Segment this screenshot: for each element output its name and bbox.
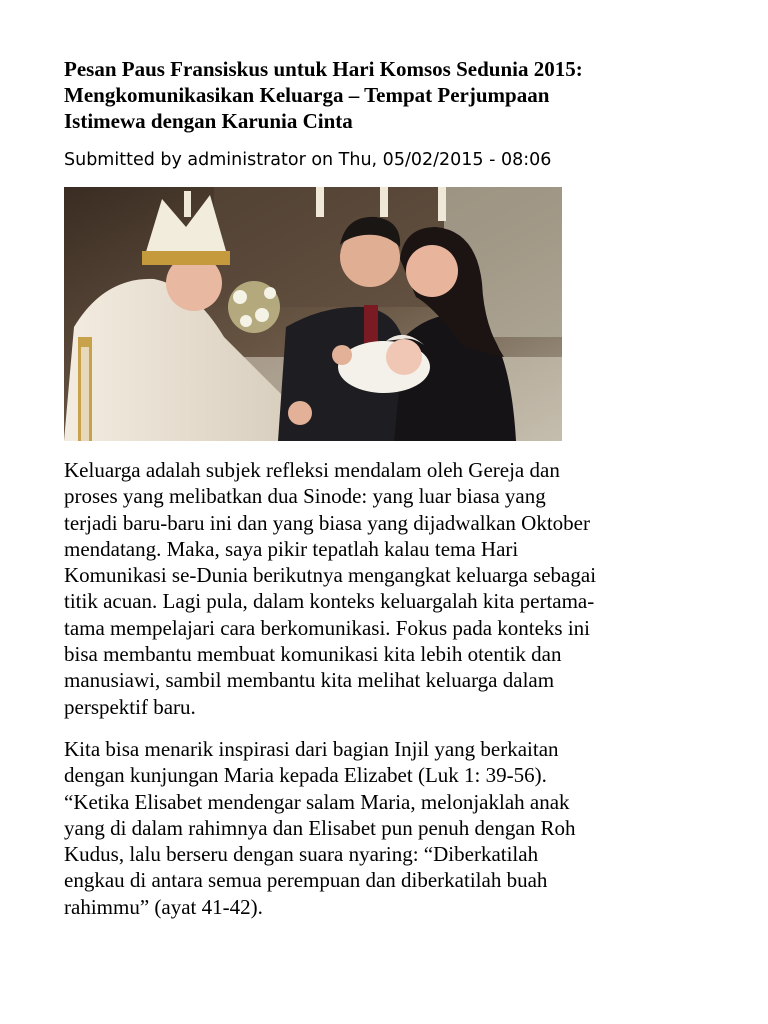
paragraph-line: Komunikasi se-Dunia berikutnya mengangkat keluarga sebagai [64,563,597,588]
paragraph-1 [64,457,709,720]
paragraph-line: Kita bisa menarik inspirasi dari bagian Injil yang berkaitan [64,736,559,761]
paragraph-line: Keluarga adalah subjek refleksi mendalam oleh Gereja dan [64,458,560,482]
article [64,56,714,920]
article-title-line: Pesan Paus Fransiskus untuk Hari Komsos Sedunia 2015: [64,57,583,81]
paragraph-line: yang di dalam rahimnya dan Elisabet pun penuh dengan Roh [64,815,576,840]
article-title [64,56,704,134]
paragraph-line: manusiawi, sambil membantu kita melihat keluarga dalam [64,668,555,693]
paragraph-line: engkau di antara semua perempuan dan diberkatilah buah [64,868,548,893]
paragraph-line: rahimmu” (ayat 41-42). [64,894,263,919]
article-title-line: Istimewa dengan Karunia Cinta [64,109,353,133]
paragraph-line: terjadi baru-baru ini dan yang biasa yang dijadwalkan Oktober [64,510,590,535]
paragraph-2 [64,736,709,920]
paragraph-line: Kudus, lalu berseru dengan suara nyaring: “Diberkatilah [64,842,539,867]
article-photo [64,187,562,441]
article-title-line: Mengkomunikasikan Keluarga – Tempat Perjumpaan [64,83,550,107]
photo-illustration [64,187,562,441]
paragraph-line: titik acuan. Lagi pula, dalam konteks keluargalah kita pertama- [64,589,595,614]
paragraph-line: “Ketika Elisabet mendengar salam Maria, melonjaklah anak [64,789,570,814]
paragraph-line: proses yang melibatkan dua Sinode: yang luar biasa yang [64,484,546,509]
paragraph-line: perspektif baru. [64,694,196,719]
submitted-meta: Submitted by administrator on Thu, 05/02/2015 - 08:06 [64,150,552,170]
paragraph-line: bisa membantu membuat komunikasi kita lebih otentik dan [64,642,562,667]
paragraph-line: mendatang. Maka, saya pikir tepatlah kalau tema Hari [64,536,519,561]
paragraph-line: dengan kunjungan Maria kepada Elizabet (Luk 1: 39-56). [64,763,547,788]
paragraph-line: tama mempelajari cara berkomunikasi. Fokus pada konteks ini [64,615,591,640]
